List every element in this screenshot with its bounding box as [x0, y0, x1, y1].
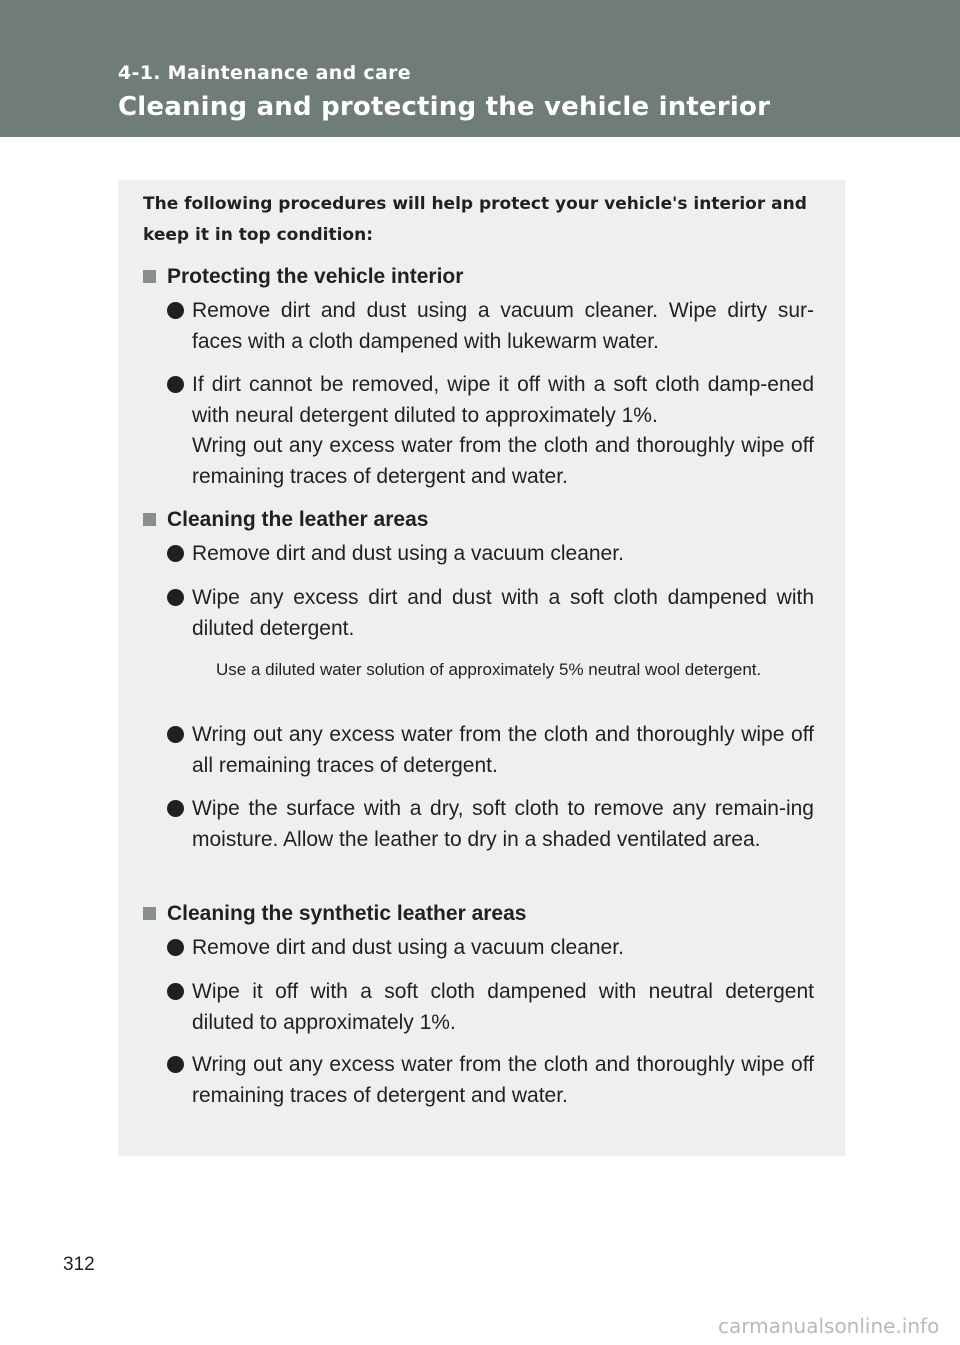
list-item-text: Remove dirt and dust using a vacuum cleaner.	[192, 542, 624, 565]
list-item-continuation	[167, 431, 814, 492]
round-bullet-icon	[167, 302, 184, 319]
list-item-text: Remove dirt and dust using a vacuum cleaner.	[192, 936, 624, 959]
list-item-text: Wipe any excess dirt and dust with a soft cloth dampened with diluted detergent.	[192, 586, 814, 640]
list-item-text: Wipe the surface with a dry, soft cloth to remove any remain-ing moisture. Allow the leather to dry in a shaded ventilated area.	[192, 797, 814, 851]
watermark: carmanualsonline.info	[718, 1314, 940, 1338]
list-item	[167, 296, 814, 357]
round-bullet-icon	[167, 983, 184, 1000]
page-title: Cleaning and protecting the vehicle interior	[118, 92, 771, 122]
section-heading-label: Cleaning the synthetic leather areas	[167, 902, 527, 925]
list-item	[167, 977, 814, 1038]
list-item	[167, 583, 814, 644]
round-bullet-icon	[167, 545, 184, 562]
list-item-text: If dirt cannot be removed, wipe it off with a soft cloth damp-ened with neural detergent diluted to approximately 1%.	[192, 373, 814, 427]
round-bullet-icon	[167, 376, 184, 393]
list-item-text: Wipe it off with a soft cloth dampened with neutral detergent diluted to approximately 1%.	[192, 980, 814, 1034]
intro-text: The following procedures will help protect your vehicle's interior and keep it in top condition:	[143, 194, 807, 245]
section-heading	[143, 899, 526, 929]
list-item-text: Wring out any excess water from the cloth and thoroughly wipe off all remaining traces of detergent.	[192, 723, 814, 777]
section-heading-label: Protecting the vehicle interior	[167, 265, 464, 288]
square-bullet-icon	[143, 270, 156, 283]
square-bullet-icon	[143, 907, 156, 920]
list-item	[167, 539, 814, 570]
round-bullet-icon	[167, 726, 184, 743]
note-text: Use a diluted water solution of approximately 5% neutral wool detergent.	[216, 660, 762, 679]
list-item-text: Remove dirt and dust using a vacuum cleaner. Wipe dirty sur-faces with a cloth dampened with lukewarm water.	[192, 299, 814, 353]
round-bullet-icon	[167, 800, 184, 817]
list-item	[167, 720, 814, 781]
round-bullet-icon	[167, 939, 184, 956]
section-label: 4-1. Maintenance and care	[118, 62, 411, 84]
list-item	[167, 1050, 814, 1111]
page-header	[0, 0, 960, 137]
section-heading	[143, 505, 428, 535]
list-item	[167, 933, 814, 964]
round-bullet-icon	[167, 589, 184, 606]
list-item-text: Wring out any excess water from the cloth and thoroughly wipe off remaining traces of detergent and water.	[192, 434, 814, 488]
section-heading	[143, 262, 463, 292]
list-item	[167, 794, 814, 855]
square-bullet-icon	[143, 513, 156, 526]
page-number: 312	[63, 1254, 95, 1275]
round-bullet-icon	[167, 1056, 184, 1073]
section-heading-label: Cleaning the leather areas	[167, 508, 429, 531]
list-item	[167, 370, 814, 431]
list-item-text: Wring out any excess water from the cloth and thoroughly wipe off remaining traces of detergent and water.	[192, 1053, 814, 1107]
